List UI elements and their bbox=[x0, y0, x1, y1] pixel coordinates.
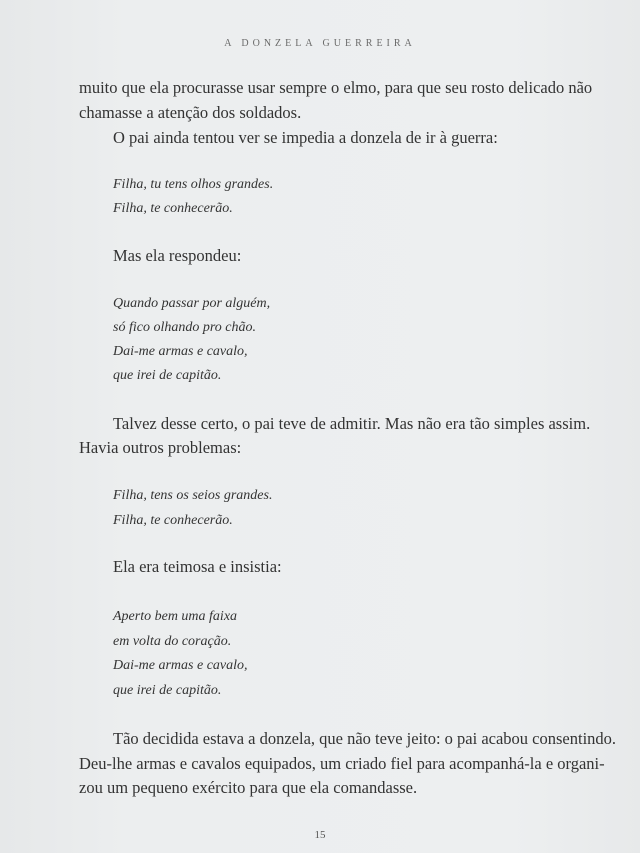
verse-line: só fico olhando pro chão. bbox=[113, 320, 256, 335]
body-line: zou um pequeno exército para que ela comandasse. bbox=[79, 778, 418, 797]
verse-line: Dai-me armas e cavalo, bbox=[113, 658, 248, 673]
verse-line: Dai-me armas e cavalo, bbox=[113, 344, 248, 359]
body-line: muito que ela procurasse usar sempre o elmo, para que seu rosto delicado não bbox=[79, 78, 593, 97]
verse-line: Filha, te conhecerão. bbox=[113, 513, 233, 528]
body-line: Talvez desse certo, o pai teve de admitir. Mas não era tão simples assim. bbox=[113, 414, 591, 433]
body-line: Havia outros problemas: bbox=[79, 438, 242, 457]
running-head: A DONZELA GUERREIRA bbox=[224, 38, 416, 49]
page-number: 15 bbox=[314, 829, 326, 841]
body-line: Deu-lhe armas e cavalos equipados, um criado fiel para acompanhá-la e organi- bbox=[79, 754, 605, 773]
body-line: O pai ainda tentou ver se impedia a donzela de ir à guerra: bbox=[113, 128, 498, 147]
verse-line: Filha, tu tens olhos grandes. bbox=[113, 177, 274, 192]
verse-line: que irei de capitão. bbox=[113, 368, 222, 383]
verse-line: Quando passar por alguém, bbox=[113, 296, 271, 311]
verse-line: Aperto bem uma faixa bbox=[113, 609, 238, 624]
body-line: chamasse a atenção dos soldados. bbox=[79, 103, 302, 122]
verse-line: que irei de capitão. bbox=[113, 683, 222, 698]
verse-line: em volta do coração. bbox=[113, 634, 232, 649]
verse-line: Filha, te conhecerão. bbox=[113, 201, 233, 216]
verse-line: Filha, tens os seios grandes. bbox=[113, 488, 273, 503]
body-line: Ela era teimosa e insistia: bbox=[113, 557, 282, 576]
body-line: Mas ela respondeu: bbox=[113, 246, 242, 265]
body-line: Tão decidida estava a donzela, que não teve jeito: o pai acabou consentindo. bbox=[113, 729, 617, 748]
